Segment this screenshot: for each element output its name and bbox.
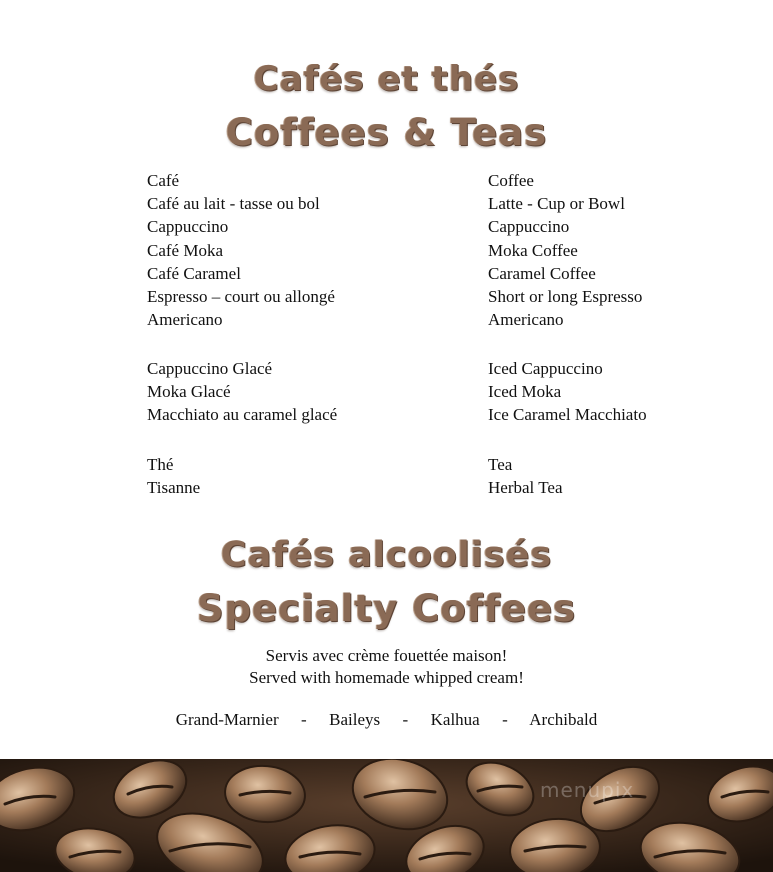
menu-item-en: Moka Coffee	[488, 240, 578, 260]
section-title-en: Coffees & Teas	[225, 111, 548, 154]
section-title-fr: Cafés et thés	[253, 59, 520, 99]
liquor-separator: -	[301, 710, 307, 729]
menu-item-en: Americano	[488, 310, 564, 330]
menu-item-fr: Cappuccino	[147, 217, 229, 237]
liquor-separator: -	[502, 710, 508, 729]
menu-item-fr: Cappuccino Glacé	[147, 359, 273, 378]
menu-item-fr: Café	[147, 171, 180, 190]
menu-item-en: Herbal Tea	[488, 478, 563, 498]
menu-column-en	[488, 169, 642, 331]
menu-item-en: Latte - Cup or Bowl	[488, 194, 625, 214]
liquor-item: Baileys	[329, 710, 381, 729]
coffee-beans-image	[0, 759, 773, 872]
menu-item-fr: Americano	[147, 310, 223, 330]
liquor-separator: -	[402, 710, 409, 729]
menu-item-fr: Espresso – court ou allongé	[147, 286, 335, 306]
coffee-beans-banner	[0, 759, 773, 872]
menu-item-en: Tea	[488, 455, 513, 474]
menu-column-fr	[147, 357, 337, 427]
liquor-item: Kalhua	[430, 710, 480, 729]
menupix-watermark: menupix	[540, 778, 635, 802]
menu-item-en: Iced Moka	[488, 382, 562, 402]
menu-item-en: Short or long Espresso	[488, 286, 643, 306]
section-title-en: Specialty Coffees	[196, 587, 577, 630]
menu-column-en	[488, 357, 647, 427]
menu-item-fr: Café au lait - tasse ou bol	[147, 194, 320, 214]
menu-item-en: Ice Caramel Macchiato	[488, 405, 647, 425]
menu-item-fr: Thé	[147, 455, 174, 474]
menu-item-fr: Macchiato au caramel glacé	[147, 405, 338, 425]
liquor-list	[0, 710, 773, 730]
note-en: Served with homemade whipped cream!	[249, 668, 524, 687]
menu-item-en: Cappuccino	[488, 217, 570, 237]
menu-column-fr	[147, 169, 335, 331]
menu-column-en	[488, 453, 562, 499]
liquor-item: Grand-Marnier	[175, 710, 279, 729]
menu-column-fr	[147, 453, 200, 499]
menu-item-en: Iced Cappuccino	[488, 359, 603, 378]
menu-item-en: Caramel Coffee	[488, 263, 596, 283]
section-title-fr: Cafés alcoolisés	[220, 535, 553, 575]
menu-item-fr: Tisanne	[147, 478, 201, 498]
liquor-item: Archibald	[529, 710, 598, 729]
menu-item-en: Coffee	[488, 171, 534, 190]
menu-item-fr: Café Caramel	[147, 263, 241, 283]
menu-item-fr: Café Moka	[147, 240, 224, 260]
menu-item-fr: Moka Glacé	[147, 382, 231, 402]
note-fr: Servis avec crème fouettée maison!	[265, 646, 508, 665]
